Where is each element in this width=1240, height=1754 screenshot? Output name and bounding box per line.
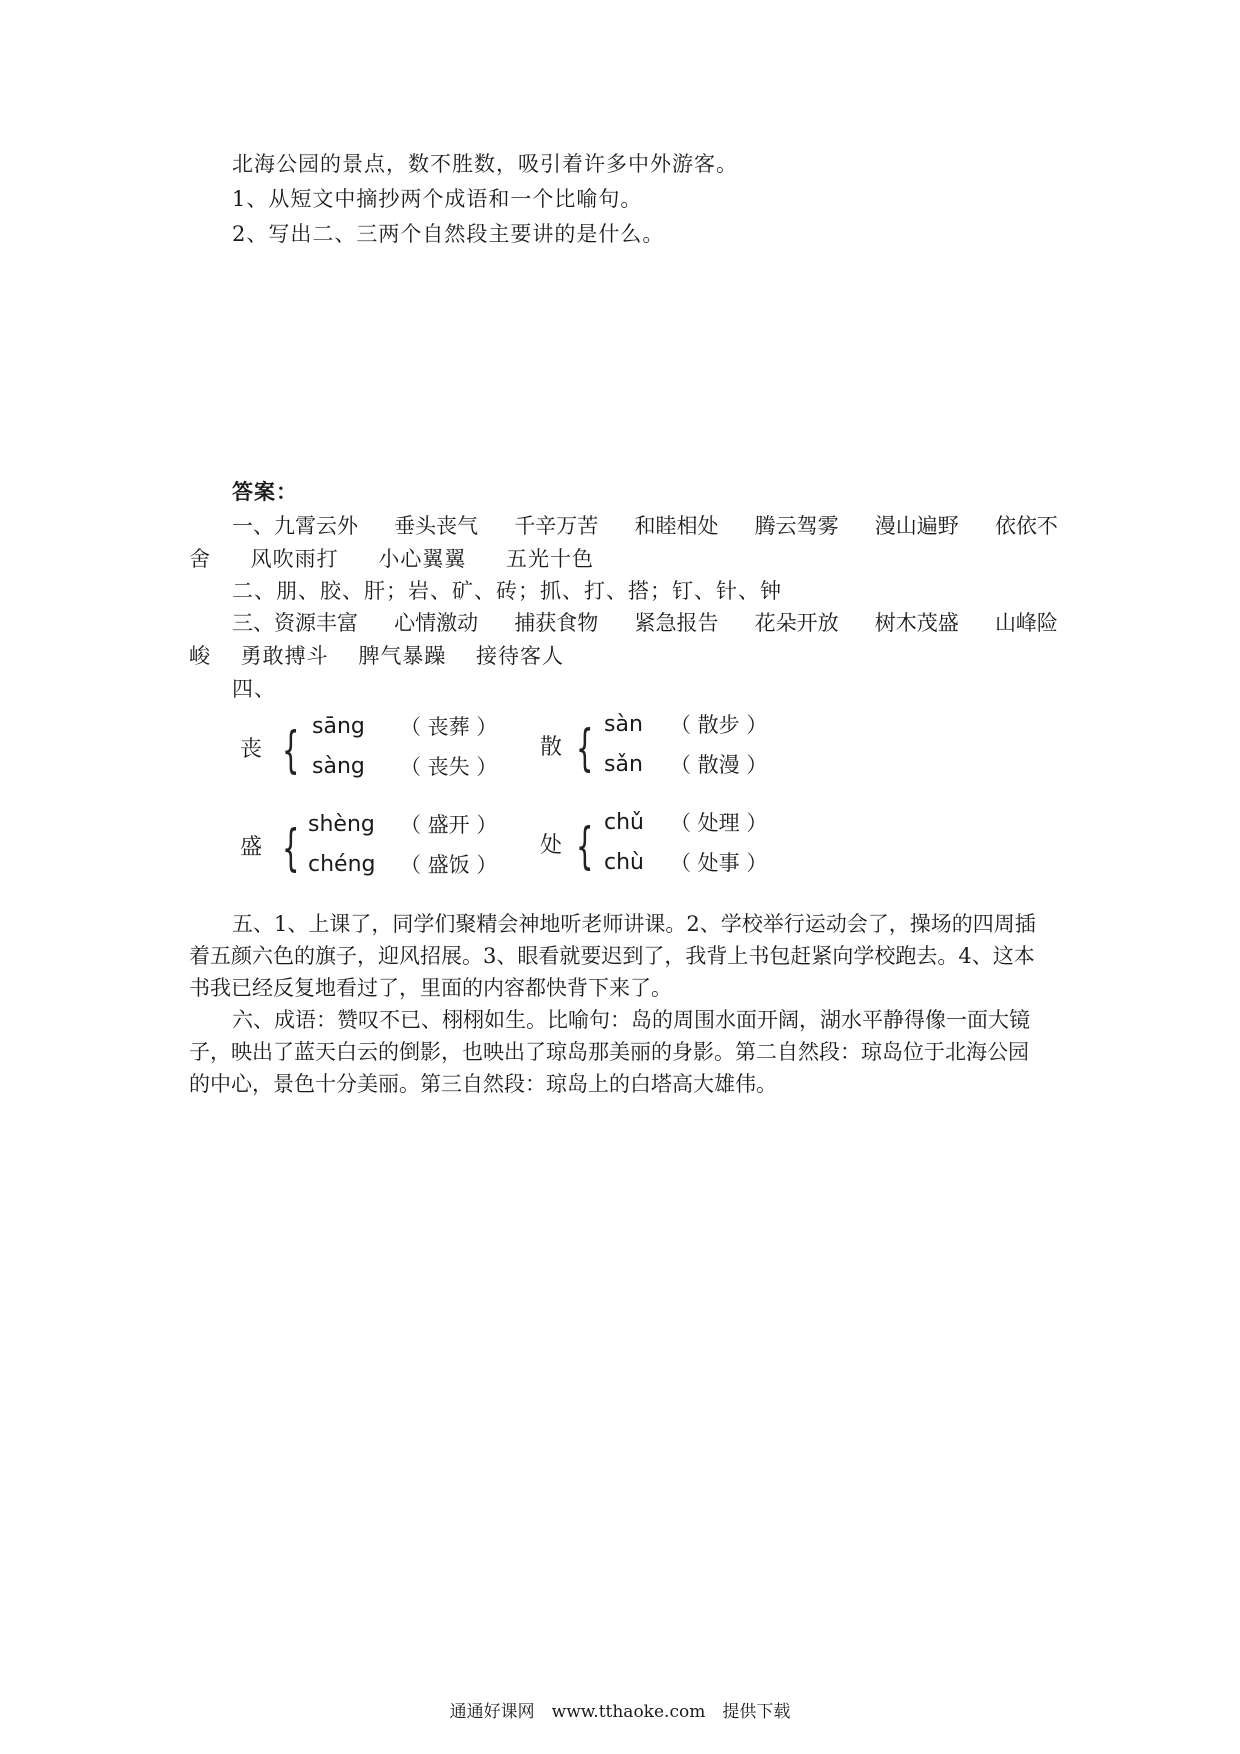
example-word: （ 盛饭 ） — [400, 853, 498, 877]
example-word: （ 丧失 ） — [400, 755, 498, 779]
answer-1-row-2: 舍 风吹雨打 小心翼翼 五光十色 — [189, 547, 595, 571]
answer-5-line: 书我已经反复地看过了，里面的内容都快背下来了。 — [189, 976, 672, 1000]
phrase: 山峰险 — [994, 611, 1058, 635]
answer-3-row-2: 峻 勇敢搏斗 脾气暴躁 接待客人 — [189, 644, 565, 668]
answer-5-line: 着五颜六色的旗子，迎风招展。3、眼看就要迟到了，我背上书包赶紧向学校跑去。4、这本 — [189, 944, 1035, 968]
answer-4-label: 四、 — [232, 677, 276, 701]
pinyin: sàn — [604, 712, 643, 737]
answer-2: 二、朋、胶、肝；岩、矿、砖；抓、打、搭；钉、针、钟 — [232, 579, 782, 603]
phrase: 紧急报告 — [634, 611, 719, 635]
idiom: 一、九霄云外 — [232, 514, 358, 538]
idiom: 和睦相处 — [634, 514, 719, 538]
polyphone-char: 丧 — [240, 737, 263, 762]
pinyin: sāng — [312, 714, 365, 739]
idiom: 腾云驾雾 — [754, 514, 839, 538]
pinyin: chéng — [308, 852, 376, 877]
left-brace: { — [282, 721, 300, 779]
answer-3-row-1 — [232, 607, 1058, 639]
polyphone-char: 散 — [540, 735, 563, 760]
phrase: 花朵开放 — [754, 611, 839, 635]
pinyin: sǎn — [604, 752, 643, 777]
example-word: （ 丧葬 ） — [400, 715, 498, 739]
example-word: （ 散步 ） — [670, 713, 768, 737]
left-brace: { — [282, 819, 300, 877]
phrase: 捕获食物 — [514, 611, 599, 635]
polyphone-char: 处 — [540, 833, 563, 858]
pinyin: sàng — [312, 754, 365, 779]
page-footer: 通通好课网 www.tthaoke.com 提供下载 — [449, 1702, 791, 1722]
example-word: （ 处理 ） — [670, 811, 768, 835]
pinyin: chù — [604, 850, 644, 875]
pinyin: chǔ — [604, 810, 644, 835]
left-brace: { — [576, 817, 594, 875]
idiom: 依依不 — [994, 514, 1058, 538]
example-word: （ 处事 ） — [670, 851, 768, 875]
answer-heading: 答案： — [232, 479, 298, 504]
pinyin: shèng — [308, 812, 375, 837]
idiom: 垂头丧气 — [394, 514, 479, 538]
idiom: 千辛万苦 — [514, 514, 599, 538]
phrase: 树木茂盛 — [874, 611, 959, 635]
phrase: 三、资源丰富 — [232, 611, 358, 635]
answer-6-line: 六、成语：赞叹不已、栩栩如生。比喻句：岛的周围水面开阔，湖水平静得像一面大镜 — [232, 1008, 1030, 1032]
example-word: （ 散漫 ） — [670, 753, 768, 777]
answer-1-row-1 — [232, 510, 1058, 542]
polyphone-char: 盛 — [240, 835, 263, 860]
question-2: 2、写出二、三两个自然段主要讲的是什么。 — [232, 222, 665, 246]
phrase: 心情激动 — [394, 611, 479, 635]
question-1: 1、从短文中摘抄两个成语和一个比喻句。 — [232, 187, 643, 211]
answer-5-line: 五、1、上课了，同学们聚精会神地听老师讲课。2、学校举行运动会了，操场的四周插 — [232, 912, 1036, 936]
answer-6-line: 子，映出了蓝天白云的倒影，也映出了琼岛那美丽的身影。第二自然段：琼岛位于北海公园 — [189, 1040, 1029, 1064]
idiom: 漫山遍野 — [874, 514, 959, 538]
example-word: （ 盛开 ） — [400, 813, 498, 837]
passage-line: 北海公园的景点，数不胜数，吸引着许多中外游客。 — [232, 152, 738, 176]
answer-6-line: 的中心，景色十分美丽。第三自然段：琼岛上的白塔高大雄伟。 — [189, 1072, 777, 1096]
left-brace: { — [576, 719, 594, 777]
